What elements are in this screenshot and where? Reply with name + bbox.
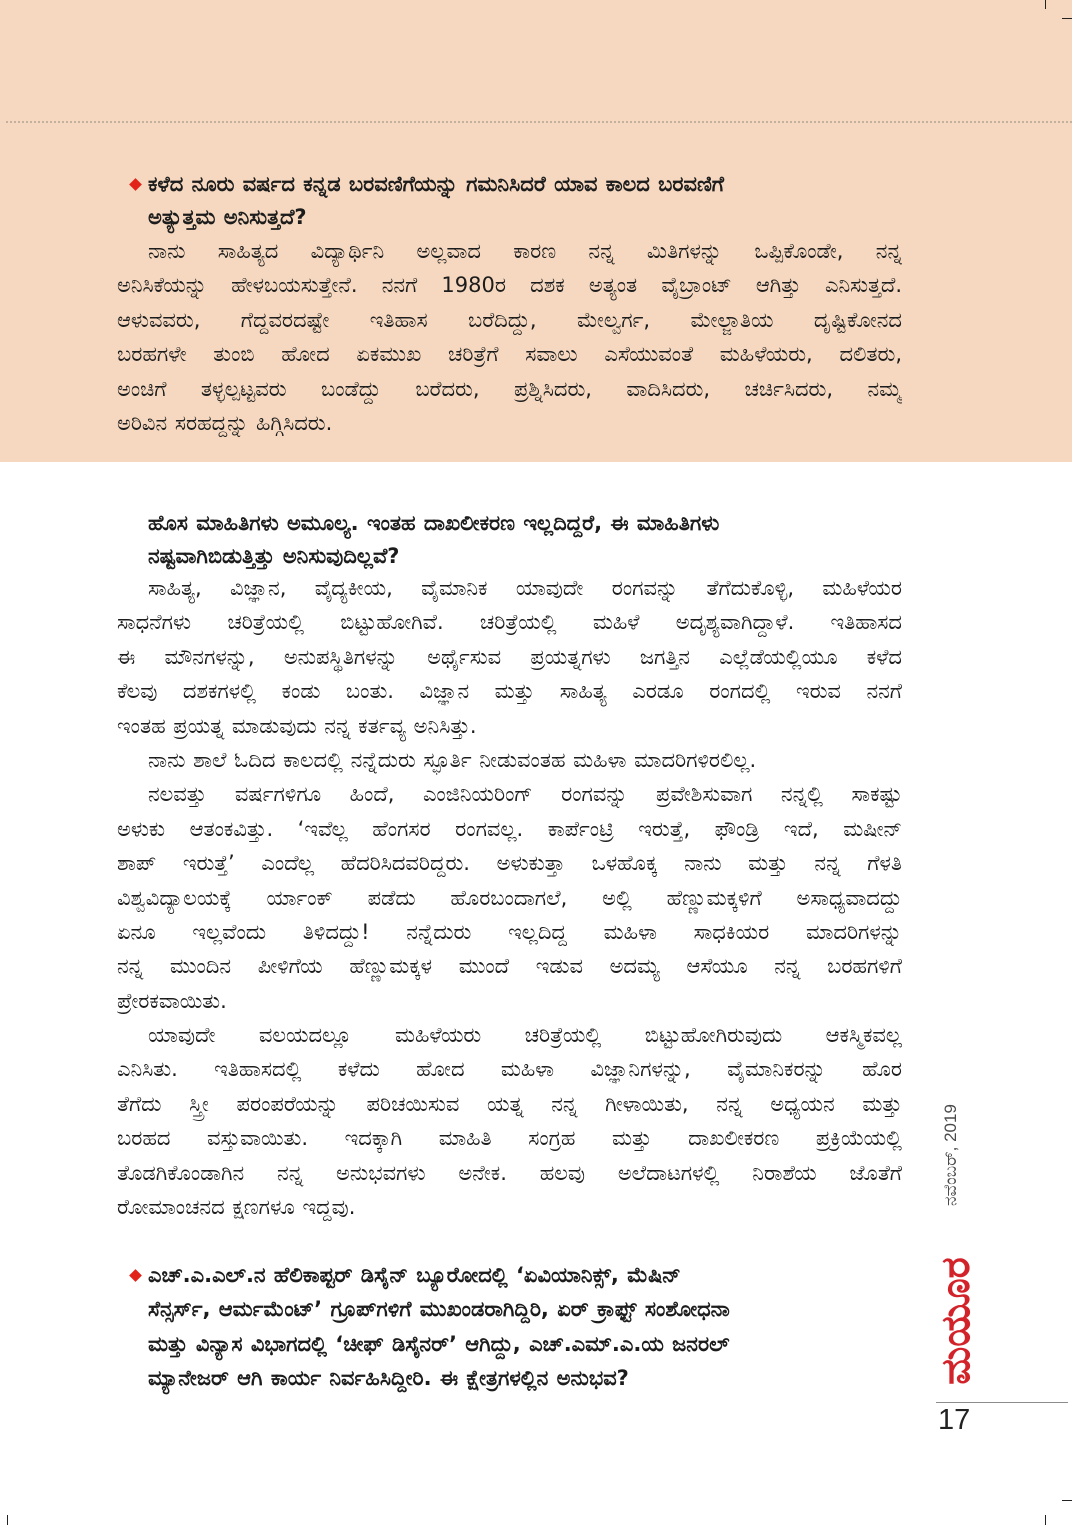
paragraph-line: ತೊಡಗಿಕೊಂಡಾಗಿನ ನನ್ನ ಅನುಭವಗಳು ಅನೇಕ. ಹಲವು ಅಲೆದಾಟಗಳಲ್ಲಿ ನಿರಾಶೆಯ ಜೊತೆಗೆ: [117, 1160, 902, 1185]
paragraph-line: ಅಂಚಿಗೆ ತಳ್ಳಲ್ಪಟ್ಟವರು ಬಂಡೆದ್ದು ಬರೆದರು, ಪ್ರಶ್ನಿಸಿದರು, ವಾದಿಸಿದರು, ಚರ್ಚಿಸಿದರು, ನಮ್ಮ: [117, 376, 902, 401]
paragraph-line: ನನ್ನ ಮುಂದಿನ ಪೀಳಿಗೆಯ ಹೆಣ್ಣುಮಕ್ಕಳ ಮುಂದೆ ಇಡುವ ಅದಮ್ಯ ಆಸೆಯೂ ನನ್ನ ಬರಹಗಳಿಗೆ: [117, 954, 902, 979]
question-line: ಮತ್ತು ವಿನ್ಯಾಸ ವಿಭಾಗದಲ್ಲಿ ‘ಚೀಫ್ ಡಿಸೈನರ್’ ಆಗಿದ್ದು, ಎಚ್.ಎಮ್.ಎ.ಯ ಜನರಲ್: [148, 1331, 730, 1356]
paragraph-line: ಆಳುವವರು, ಗೆದ್ದವರದಷ್ಟೇ ಇತಿಹಾಸ ಬರೆದಿದ್ದು, ಮೇಲ್ವರ್ಗ, ಮೇಲ್ಜಾತಿಯ ದೃಷ್ಟಿಕೋನದ: [117, 307, 902, 332]
paragraph-line: ಯಾವುದೇ ವಲಯದಲ್ಲೂ ಮಹಿಳೆಯರು ಚರಿತ್ರೆಯಲ್ಲಿ ಬಿಟ್ಟುಹೋಗಿರುವುದು ಆಕಸ್ಮಿಕವಲ್ಲ: [148, 1023, 902, 1048]
interview-question: [148, 168, 902, 234]
paragraph-line: ಅನಿಸಿಕೆಯನ್ನು ಹೇಳಬಯಸುತ್ತೇನೆ. ನನಗೆ 1980ರ ದಶಕ ಅತ್ಯಂತ ವೈಬ್ರಾಂಟ್ ಆಗಿತ್ತು ಎನಿಸುತ್ತದೆ.: [117, 273, 902, 298]
paragraph-line: ಅರಿವಿನ ಸರಹದ್ದನ್ನು ಹಿಗ್ಗಿಸಿದರು.: [117, 410, 333, 435]
paragraph-line: ಏನೂ ಇಲ್ಲವೆಂದು ತಿಳಿದದ್ದು! ನನ್ನೆದುರು ಇಲ್ಲದಿದ್ದ ಮಹಿಳಾ ಸಾಧಕಿಯರ ಮಾದರಿಗಳನ್ನು: [117, 919, 902, 944]
answer-paragraph: [117, 777, 902, 1018]
question-line: ಮ್ಯಾನೇಜರ್ ಆಗಿ ಕಾರ್ಯ ನಿರ್ವಹಿಸಿದ್ದೀರಿ. ಈ ಕ್ಷೇತ್ರಗಳಲ್ಲಿನ ಅನುಭವ?: [148, 1365, 629, 1390]
paragraph-line: ಪ್ರೇರಕವಾಯಿತು.: [117, 988, 227, 1013]
paragraph-line: ನಾನು ಸಾಹಿತ್ಯದ ವಿದ್ಯಾರ್ಥಿನಿ ಅಲ್ಲವಾದ ಕಾರಣ ನನ್ನ ಮಿತಿಗಳನ್ನು ಒಪ್ಪಿಕೊಂಡೇ, ನನ್ನ: [148, 239, 902, 263]
paragraph-line: ಕೆಲವು ದಶಕಗಳಲ್ಲಿ ಕಂಡು ಬಂತು. ವಿಜ್ಞಾನ ಮತ್ತು ಸಾಹಿತ್ಯ ಎರಡೂ ರಂಗದಲ್ಲಿ ಇರುವ ನನಗೆ: [117, 679, 902, 704]
answer-paragraph: [117, 234, 902, 440]
paragraph-line: ಬರಹದ ವಸ್ತುವಾಯಿತು. ಇದಕ್ಕಾಗಿ ಮಾಹಿತಿ ಸಂಗ್ರಹ ಮತ್ತು ದಾಖಲೀಕರಣ ಪ್ರಕ್ರಿಯೆಯಲ್ಲಿ: [117, 1126, 902, 1151]
diamond-bullet-icon: [129, 1269, 142, 1282]
crop-mark: [1045, 1515, 1046, 1525]
crop-mark: [1062, 18, 1072, 19]
answer-paragraph: [117, 571, 902, 743]
question-line: ಕಳೆದ ನೂರು ವರ್ಷದ ಕನ್ನಡ ಬರವಣಿಗೆಯನ್ನು ಗಮನಿಸಿದರೆ ಯಾವ ಕಾಲದ ಬರವಣಿಗೆ: [148, 172, 725, 196]
paragraph-line: ಬರಹಗಳೇ ತುಂಬಿ ಹೋದ ಏಕಮುಖ ಚರಿತ್ರೆಗೆ ಸವಾಲು ಎಸೆಯುವಂತೆ ಮಹಿಳೆಯರು, ದಲಿತರು,: [117, 342, 902, 367]
question-line: ಎಚ್.ಎ.ಎಲ್.ನ ಹೆಲಿಕಾಪ್ಟರ್ ಡಿಸೈನ್ ಬ್ಯೂರೋದಲ್ಲಿ ‘ಏವಿಯಾನಿಕ್ಸ್, ಮೆಷಿನ್: [148, 1263, 681, 1287]
paragraph-line: ಎನಿಸಿತು. ಇತಿಹಾಸದಲ್ಲಿ ಕಳೆದು ಹೋದ ಮಹಿಳಾ ವಿಜ್ಞಾನಿಗಳನ್ನು, ವೈಮಾನಿಕರನ್ನು ಹೊರ: [117, 1057, 902, 1082]
paragraph-line: ವಿಶ್ವವಿದ್ಯಾಲಯಕ್ಕೆ ರ್ಯಾಂಕ್ ಪಡೆದು ಹೊರಬಂದಾಗಲೆ, ಅಲ್ಲಿ ಹೆಣ್ಣುಮಕ್ಕಳಿಗೆ ಅಸಾಧ್ಯವಾದದ್ದು: [117, 885, 902, 910]
paragraph-line: ಶಾಪ್ ಇರುತ್ತೆ’ ಎಂದೆಲ್ಲ ಹೆದರಿಸಿದವರಿದ್ದರು. ಅಳುಕುತ್ತಾ ಒಳಹೊಕ್ಕ ನಾನು ಮತ್ತು ನನ್ನ ಗೆಳತಿ: [117, 851, 902, 876]
page-number: 17: [938, 1404, 971, 1436]
question-line: ಅತ್ಯುತ್ತಮ ಅನಿಸುತ್ತದೆ?: [148, 205, 307, 229]
page-number-rule: [936, 1402, 1068, 1403]
crop-mark: [1045, 0, 1046, 9]
paragraph-line: ಅಳುಕು ಆತಂಕವಿತ್ತು. ‘ಇವೆಲ್ಲ ಹೆಂಗಸರ ರಂಗವಲ್ಲ. ಕಾರ್ಪೆಂಟ್ರಿ ಇರುತ್ತೆ, ಫೌಂಡ್ರಿ ಇದೆ, ಮಷೀನ್: [117, 816, 902, 841]
paragraph-line: ತೆಗೆದು ಸ್ತ್ರೀ ಪರಂಪರೆಯನ್ನು ಪರಿಚಯಿಸುವ ಯತ್ನ ನನ್ನ ಗೀಳಾಯಿತು, ನನ್ನ ಅಧ್ಯಯನ ಮತ್ತು: [117, 1091, 902, 1116]
paragraph-line: ಇಂತಹ ಪ್ರಯತ್ನ ಮಾಡುವುದು ನನ್ನ ಕರ್ತವ್ಯ ಅನಿಸಿತ್ತು.: [117, 713, 477, 738]
question-line: ಹೊಸ ಮಾಹಿತಿಗಳು ಅಮೂಲ್ಯ. ಇಂತಹ ದಾಖಲೀಕರಣ ಇಲ್ಲದಿದ್ದರೆ, ಈ ಮಾಹಿತಿಗಳು: [148, 511, 720, 535]
question-line: ಸೆನ್ಸರ್ಸ್, ಆರ್ಮಮೆಂಟ್’ ಗ್ರೂಪ್‌ಗಳಿಗೆ ಮುಖಂಡರಾಗಿದ್ದಿರಿ, ಏರ್ ಕ್ರಾಫ್ಟ್ ಸಂಶೋಧನಾ: [148, 1297, 730, 1322]
answer-paragraph: [117, 743, 902, 777]
magazine-logo: ಮಯೂರ: [933, 1257, 979, 1385]
answer-paragraph: [117, 1018, 902, 1224]
answer-body: [117, 571, 902, 1224]
question-line: ನಷ್ಟವಾಗಿಬಿಡುತ್ತಿತ್ತು ಅನಿಸುವುದಿಲ್ಲವೆ?: [148, 544, 400, 568]
crop-mark: [7, 1515, 8, 1525]
question-continuation: [148, 507, 902, 573]
crop-mark: [1062, 1500, 1072, 1501]
dotted-divider: [6, 121, 1072, 123]
interview-question: [148, 1258, 902, 1395]
paragraph-line: ನಾನು ಶಾಲೆ ಓದಿದ ಕಾಲದಲ್ಲಿ ನನ್ನೆದುರು ಸ್ಫೂರ್ತಿ ನೀಡುವಂತಹ ಮಹಿಳಾ ಮಾದರಿಗಳಿರಲಿಲ್ಲ.: [148, 747, 757, 772]
paragraph-line: ಈ ಮೌನಗಳನ್ನು, ಅನುಪಸ್ಥಿತಿಗಳನ್ನು ಅರ್ಥೈಸುವ ಪ್ರಯತ್ನಗಳು ಜಗತ್ತಿನ ಎಲ್ಲೆಡೆಯಲ್ಲಿಯೂ ಕಳೆದ: [117, 644, 902, 669]
paragraph-line: ಸಾಧನೆಗಳು ಚರಿತ್ರೆಯಲ್ಲಿ ಬಿಟ್ಟುಹೋಗಿವೆ. ಚರಿತ್ರೆಯಲ್ಲಿ ಮಹಿಳೆ ಅದೃಶ್ಯವಾಗಿದ್ದಾಳೆ. ಇತಿಹಾಸದ: [117, 610, 902, 635]
issue-date: ನವೆಂಬರ್, 2019: [941, 1104, 960, 1206]
paragraph-line: ನಲವತ್ತು ವರ್ಷಗಳಿಗೂ ಹಿಂದೆ, ಎಂಜಿನಿಯರಿಂಗ್ ರಂಗವನ್ನು ಪ್ರವೇಶಿಸುವಾಗ ನನ್ನಲ್ಲಿ ಸಾಕಷ್ಟು: [148, 782, 902, 807]
paragraph-line: ರೋಮಾಂಚನದ ಕ್ಷಣಗಳೂ ಇದ್ದವು.: [117, 1195, 356, 1220]
paragraph-line: ಸಾಹಿತ್ಯ, ವಿಜ್ಞಾನ, ವೈದ್ಯಕೀಯ, ವೈಮಾನಿಕ ಯಾವುದೇ ರಂಗವನ್ನು ತೆಗೆದುಕೊಳ್ಳಿ, ಮಹಿಳೆಯರ: [148, 576, 902, 600]
